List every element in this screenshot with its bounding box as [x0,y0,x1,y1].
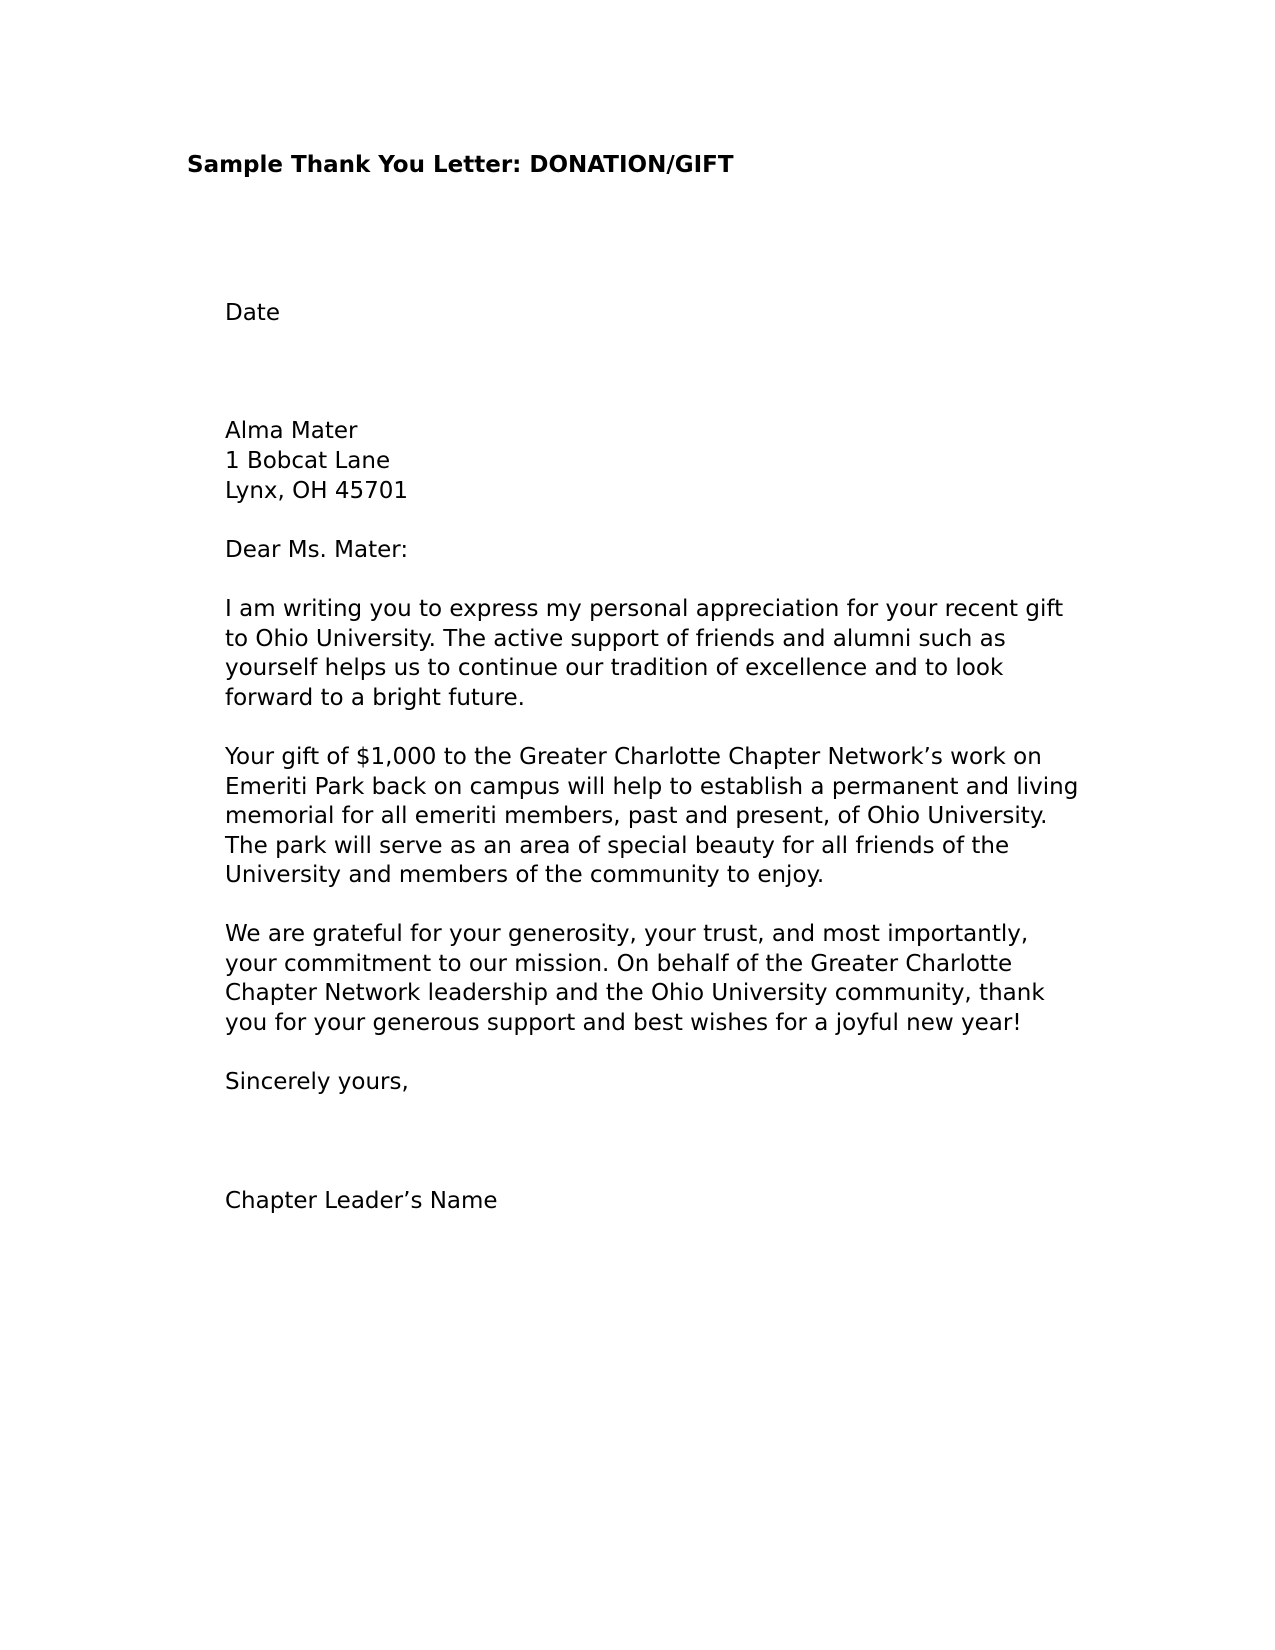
paragraph-line: Emeriti Park back on campus will help to establish a permanent and living [225,774,1079,800]
paragraph-line: you for your generous support and best wishes for a joyful new year! [225,1010,1022,1036]
salutation: Dear Ms. Mater: [225,537,409,563]
date-line: Date [225,300,280,326]
page-title: Sample Thank You Letter: DONATION/GIFT [187,152,734,178]
recipient-name: Alma Mater [225,418,358,444]
paragraph-line: Your gift of $1,000 to the Greater Charlotte Chapter Network’s work on [225,744,1042,770]
signature-name: Chapter Leader’s Name [225,1188,498,1214]
paragraph-line: I am writing you to express my personal appreciation for your recent gift [225,596,1064,622]
paragraph-line: yourself helps us to continue our tradition of excellence and to look [225,655,1004,681]
recipient-street: 1 Bobcat Lane [225,448,391,474]
paragraph-line: University and members of the community to enjoy. [225,862,825,888]
paragraph-line: We are grateful for your generosity, your trust, and most importantly, [225,921,1029,947]
paragraph-line: Chapter Network leadership and the Ohio University community, thank [225,980,1045,1006]
closing: Sincerely yours, [225,1069,409,1095]
paragraph-line: forward to a bright future. [225,685,525,711]
paragraph-line: The park will serve as an area of special beauty for all friends of the [225,833,1010,859]
paragraph-line: your commitment to our mission. On behalf of the Greater Charlotte [225,951,1013,977]
paragraph-line: to Ohio University. The active support of friends and alumni such as [225,626,1006,652]
paragraph-line: memorial for all emeriti members, past and present, of Ohio University. [225,803,1048,829]
recipient-city: Lynx, OH 45701 [225,478,409,504]
